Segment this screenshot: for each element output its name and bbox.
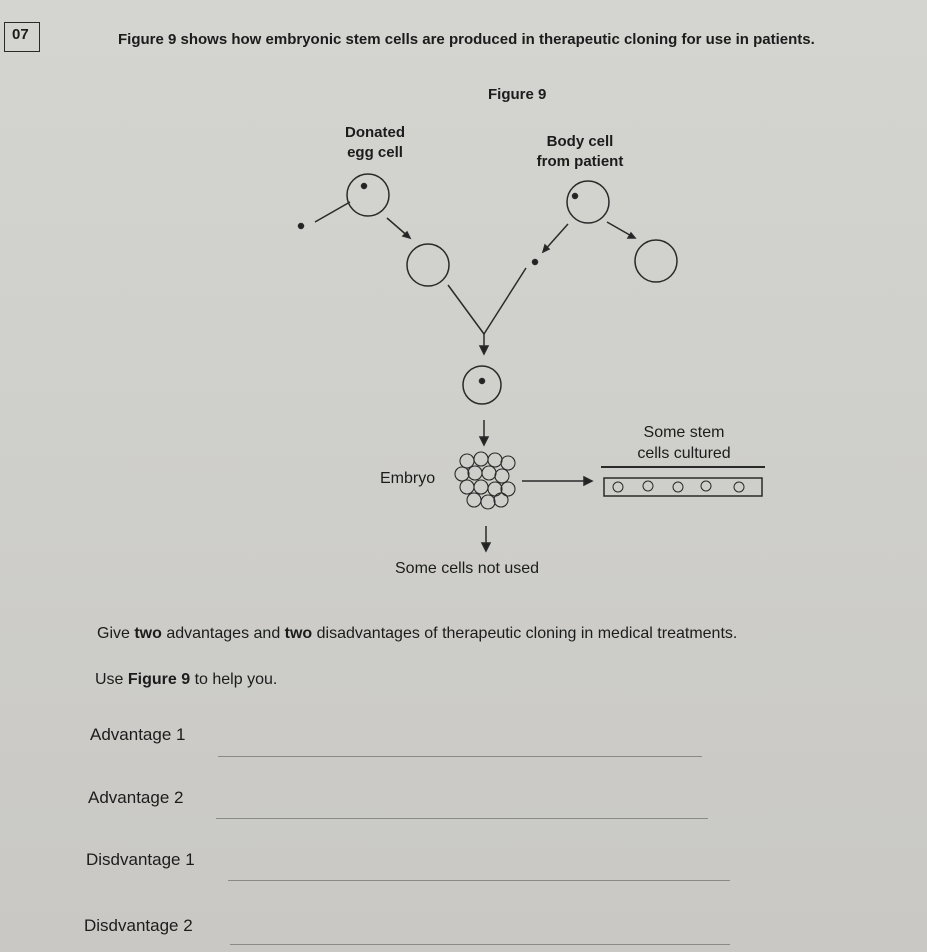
embryo-label: Embryo <box>380 470 436 487</box>
body-cell-nucleus <box>573 194 578 199</box>
disadvantage-1-answer-line[interactable] <box>228 880 730 881</box>
disadvantage-1-label: Disdvantage 1 <box>86 850 195 869</box>
v-join-right <box>484 268 526 334</box>
question-prompt: Give two advantages and two disadvantages of therapeutic cloning in medical treatments. <box>97 625 738 642</box>
body-cell-label: Body cell from patient <box>536 133 624 170</box>
body-cell <box>567 181 609 223</box>
cells-not-used-label: Some cells not used <box>395 560 540 577</box>
egg-nucleus-removal-line <box>315 202 350 222</box>
disadvantage-2-answer-line[interactable] <box>230 944 730 945</box>
embryo-cell-cluster <box>455 452 515 509</box>
transferred-nucleus <box>533 260 538 265</box>
removed-egg-nucleus <box>299 224 304 229</box>
fused-cell-nucleus <box>480 379 485 384</box>
advantage-2-label: Advantage 2 <box>88 788 184 807</box>
donated-egg-label: Donated egg cell <box>345 124 405 161</box>
question-intro: Figure 9 shows how embryonic stem cells are produced in therapeutic cloning for use in patients. <box>118 31 815 48</box>
stem-cells-label: Some stem cells cultured <box>637 424 731 462</box>
advantage-2-answer-line[interactable] <box>216 818 708 819</box>
disadvantage-2-label: Disdvantage 2 <box>84 916 193 935</box>
cultured-stem-cells <box>613 481 744 492</box>
empty-body-cell <box>635 240 677 282</box>
figure-title: Figure 9 <box>488 86 547 103</box>
advantage-1-label: Advantage 1 <box>90 725 186 744</box>
enucleated-egg <box>407 244 449 286</box>
question-number: 07 <box>4 22 40 52</box>
advantage-1-answer-line[interactable] <box>218 756 702 757</box>
donated-egg-cell <box>347 174 389 216</box>
v-join-left <box>448 285 484 334</box>
fused-cell <box>463 366 501 404</box>
egg-nucleus <box>362 184 367 189</box>
question-hint: Use Figure 9 to help you. <box>95 671 278 688</box>
